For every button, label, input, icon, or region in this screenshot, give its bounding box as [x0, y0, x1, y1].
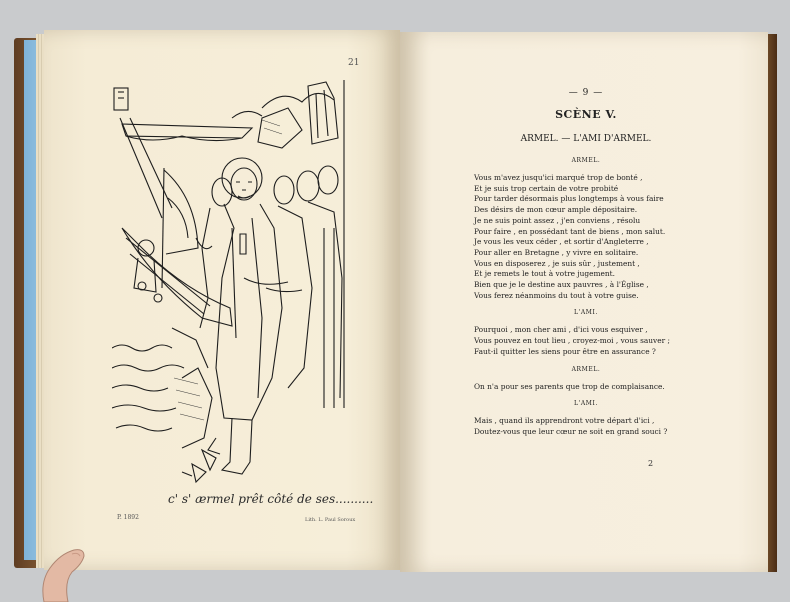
speaker-name: L'AMI.	[574, 309, 598, 317]
verse-line: Vous en disposerez , je suis sûr , justement ,	[474, 258, 640, 268]
hand-holding-page	[34, 542, 92, 602]
speaker-name: ARMEL.	[571, 157, 601, 164]
verse-line: Et je remets le tout à votre jugement.	[474, 269, 615, 279]
scene-title: SCÈNE V.	[555, 108, 617, 121]
verse-line: Mais , quand ils apprendront votre départ d'ici ,	[474, 416, 655, 426]
printer-imprint: Lith. L. Paul Soroux	[305, 517, 356, 523]
verse-line: Vous m'avez jusqu'ici marqué trop de bonté ,	[474, 173, 643, 182]
verse-line: Doutez-vous que leur cœur ne soit en grand souci ?	[474, 426, 668, 436]
characters-line: ARMEL. — L'AMI D'ARMEL.	[520, 134, 652, 144]
lithograph-illustration	[112, 78, 348, 488]
verse-line: On n'a pour ses parents que trop de complaisance.	[474, 381, 665, 391]
verse-line: Je vous les veux céder , et sortir d'Angleterre ,	[474, 237, 649, 247]
verse-line: Bien que je le destine aux pauvres , à l'Église ,	[474, 280, 649, 290]
plate-number: P. 1892	[117, 514, 139, 521]
speaker-name: ARMEL.	[571, 365, 601, 373]
illustration-caption: c' s' ærmel prêt côté de ses..........	[168, 492, 374, 506]
verse-line: Pour aller en Bretagne , y vivre en solitaire.	[474, 247, 639, 257]
right-page-number: — 9 —	[568, 88, 604, 98]
play-text	[448, 88, 724, 438]
verse-line: Et je suis trop certain de votre probité	[474, 183, 619, 193]
book-cover-right	[767, 34, 777, 572]
left-page-number: 21	[348, 58, 360, 68]
verse-line: Vous pouvez en tout lieu , croyez-moi , vous sauver ;	[474, 336, 670, 346]
verse-line: Pour faire , en possédant tant de biens , mon salut.	[474, 226, 666, 236]
verse-line: Je ne suis point assez , j'en conviens , résolu	[474, 215, 641, 225]
signature-mark: 2	[648, 459, 654, 468]
verse-line: Vous ferez néanmoins du tout à votre guise.	[474, 290, 639, 300]
verse-line: Pourquoi , mon cher ami , d'ici vous esquiver ,	[474, 325, 648, 335]
dialogue-blocks	[448, 157, 724, 438]
verse-line: Des désirs de mon cœur ample dépositaire.	[474, 205, 638, 215]
verse-line: Pour tarder désormais plus longtemps à vous faire	[474, 194, 664, 204]
verse-line: Faut-il quitter les siens pour être en assurance ?	[474, 346, 656, 356]
speaker-name: L'AMI.	[574, 400, 598, 408]
